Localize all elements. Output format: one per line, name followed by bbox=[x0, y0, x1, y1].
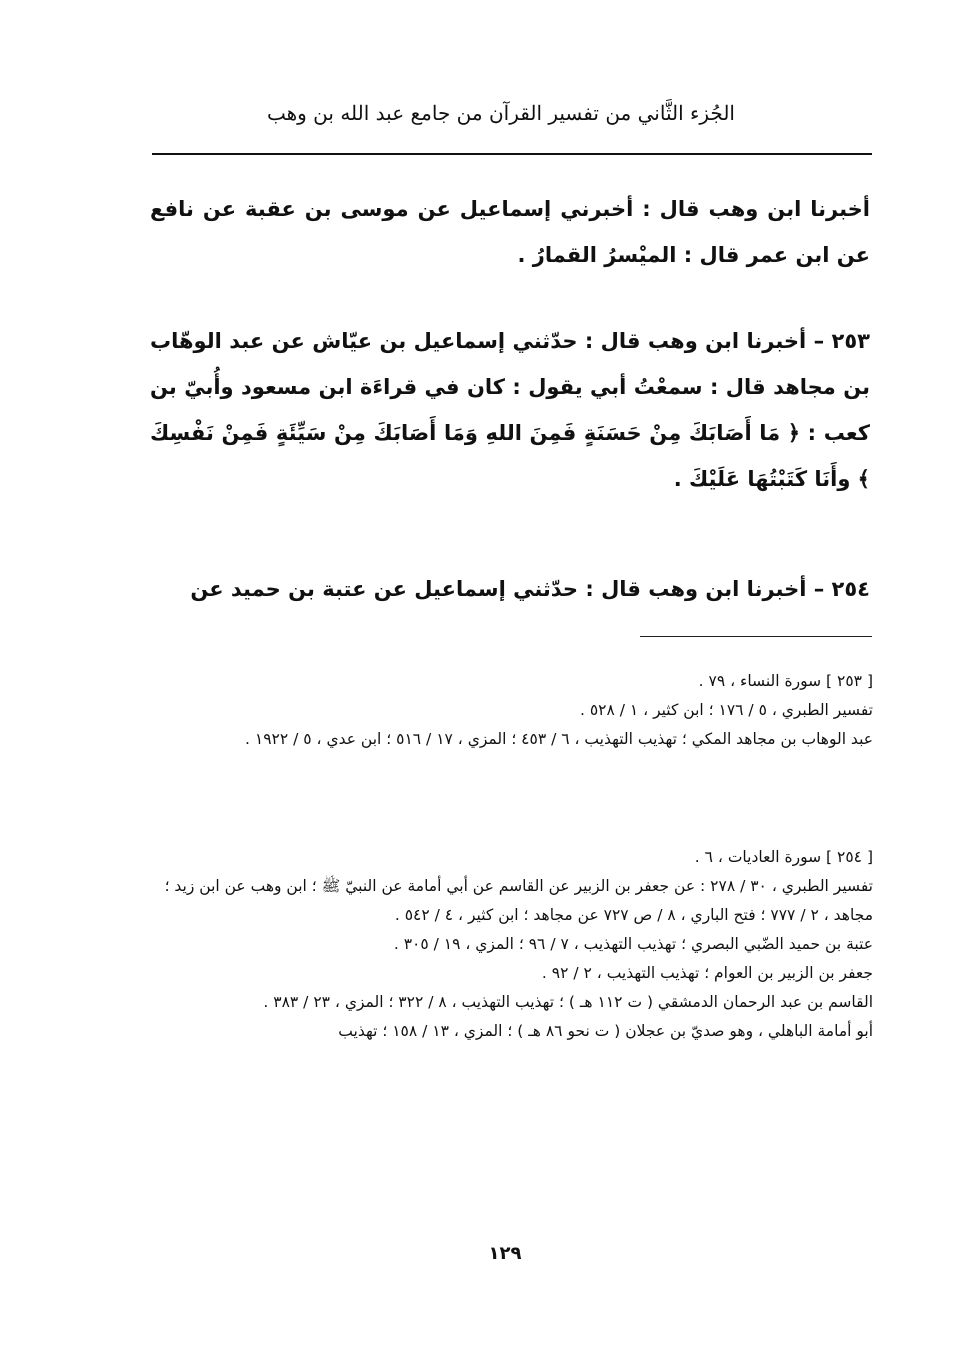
footnote-line: القاسم بن عبد الرحمان الدمشقي ( ت ١١٢ هـ ) ؛ تهذيب التهذيب ، ٨ / ٣٢٢ ؛ المزي ، ٢٣ / ٣٨٣ . bbox=[263, 993, 873, 1011]
page-number: ١٢٩ bbox=[488, 1243, 522, 1264]
body-paragraph: أخبرنا ابن وهب قال : أخبرني إسماعيل عن موسى بن عقبة عن نافع عن ابن عمر قال : الميْسرُ القمارُ . bbox=[150, 197, 870, 267]
footnotes-254 bbox=[155, 843, 873, 1046]
body-paragraph-254: ٢٥٤ – أخبرنا ابن وهب قال : حدّثني إسماعيل عن عتبة بن حميد عن bbox=[190, 577, 870, 601]
footnote-line: عتبة بن حميد الضّبي البصري ؛ تهذيب التهذيب ، ٧ / ٩٦ ؛ المزي ، ١٩ / ٣٠٥ . bbox=[393, 935, 873, 953]
footnote-line: [ ٢٥٤ ] سورة العاديات ، ٦ . bbox=[694, 848, 873, 866]
running-header: الجُزء الثَّاني من تفسير القرآن من جامع عبد الله بن وهب bbox=[266, 101, 735, 125]
footnote-line: جعفر بن الزبير بن العوام ؛ تهذيب التهذيب ، ٢ / ٩٢ . bbox=[541, 964, 873, 982]
footnote-line: تفسير الطبري ، ٥ / ١٧٦ ؛ ابن كثير ، ١ / ٥٢٨ . bbox=[579, 701, 873, 719]
header-divider bbox=[152, 153, 872, 155]
footnote-divider bbox=[640, 636, 872, 637]
footnote-line: أبو أمامة الباهلي ، وهو صديّ بن عجلان ( ت نحو ٨٦ هـ ) ؛ المزي ، ١٣ / ١٥٨ ؛ تهذيب bbox=[338, 1022, 873, 1040]
footnotes-253 bbox=[155, 667, 873, 754]
footnote-line: عبد الوهاب بن مجاهد المكي ؛ تهذيب التهذيب ، ٦ / ٤٥٣ ؛ المزي ، ١٧ / ٥١٦ ؛ ابن عدي ، ٥ / ١٩٢٢ . bbox=[245, 730, 873, 748]
footnote-line: [ ٢٥٣ ] سورة النساء ، ٧٩ . bbox=[698, 672, 873, 690]
body-paragraph-253: ٢٥٣ – أخبرنا ابن وهب قال : حدّثني إسماعيل بن عيّاش عن عبد الوهّاب بن مجاهد قال : سمعْتُ أبي يقول : كان في قراءَة ابن مسعود وأُبيّ بن كعب : ﴿ مَا أَصَابَكَ مِنْ حَسَنَةٍ فَمِنَ اللهِ وَمَا أَصَابَكَ مِنْ سَيِّئَةٍ فَمِنْ نَفْسِكَ ﴾ وأَنَا كَتَبْتُهَا عَلَيْكَ . bbox=[150, 329, 870, 491]
footnote-line: تفسير الطبري ، ٣٠ / ٢٧٨ : عن جعفر بن الزبير عن القاسم عن أبي أمامة عن النبيّ ﷺ ؛ ابن وهب عن ابن زيد ؛ مجاهد ، ٢ / ٧٧٧ ؛ فتح الباري ، ٨ / ص ٧٢٧ عن مجاهد ؛ ابن كثير ، ٤ / ٥٤٢ . bbox=[164, 877, 873, 924]
